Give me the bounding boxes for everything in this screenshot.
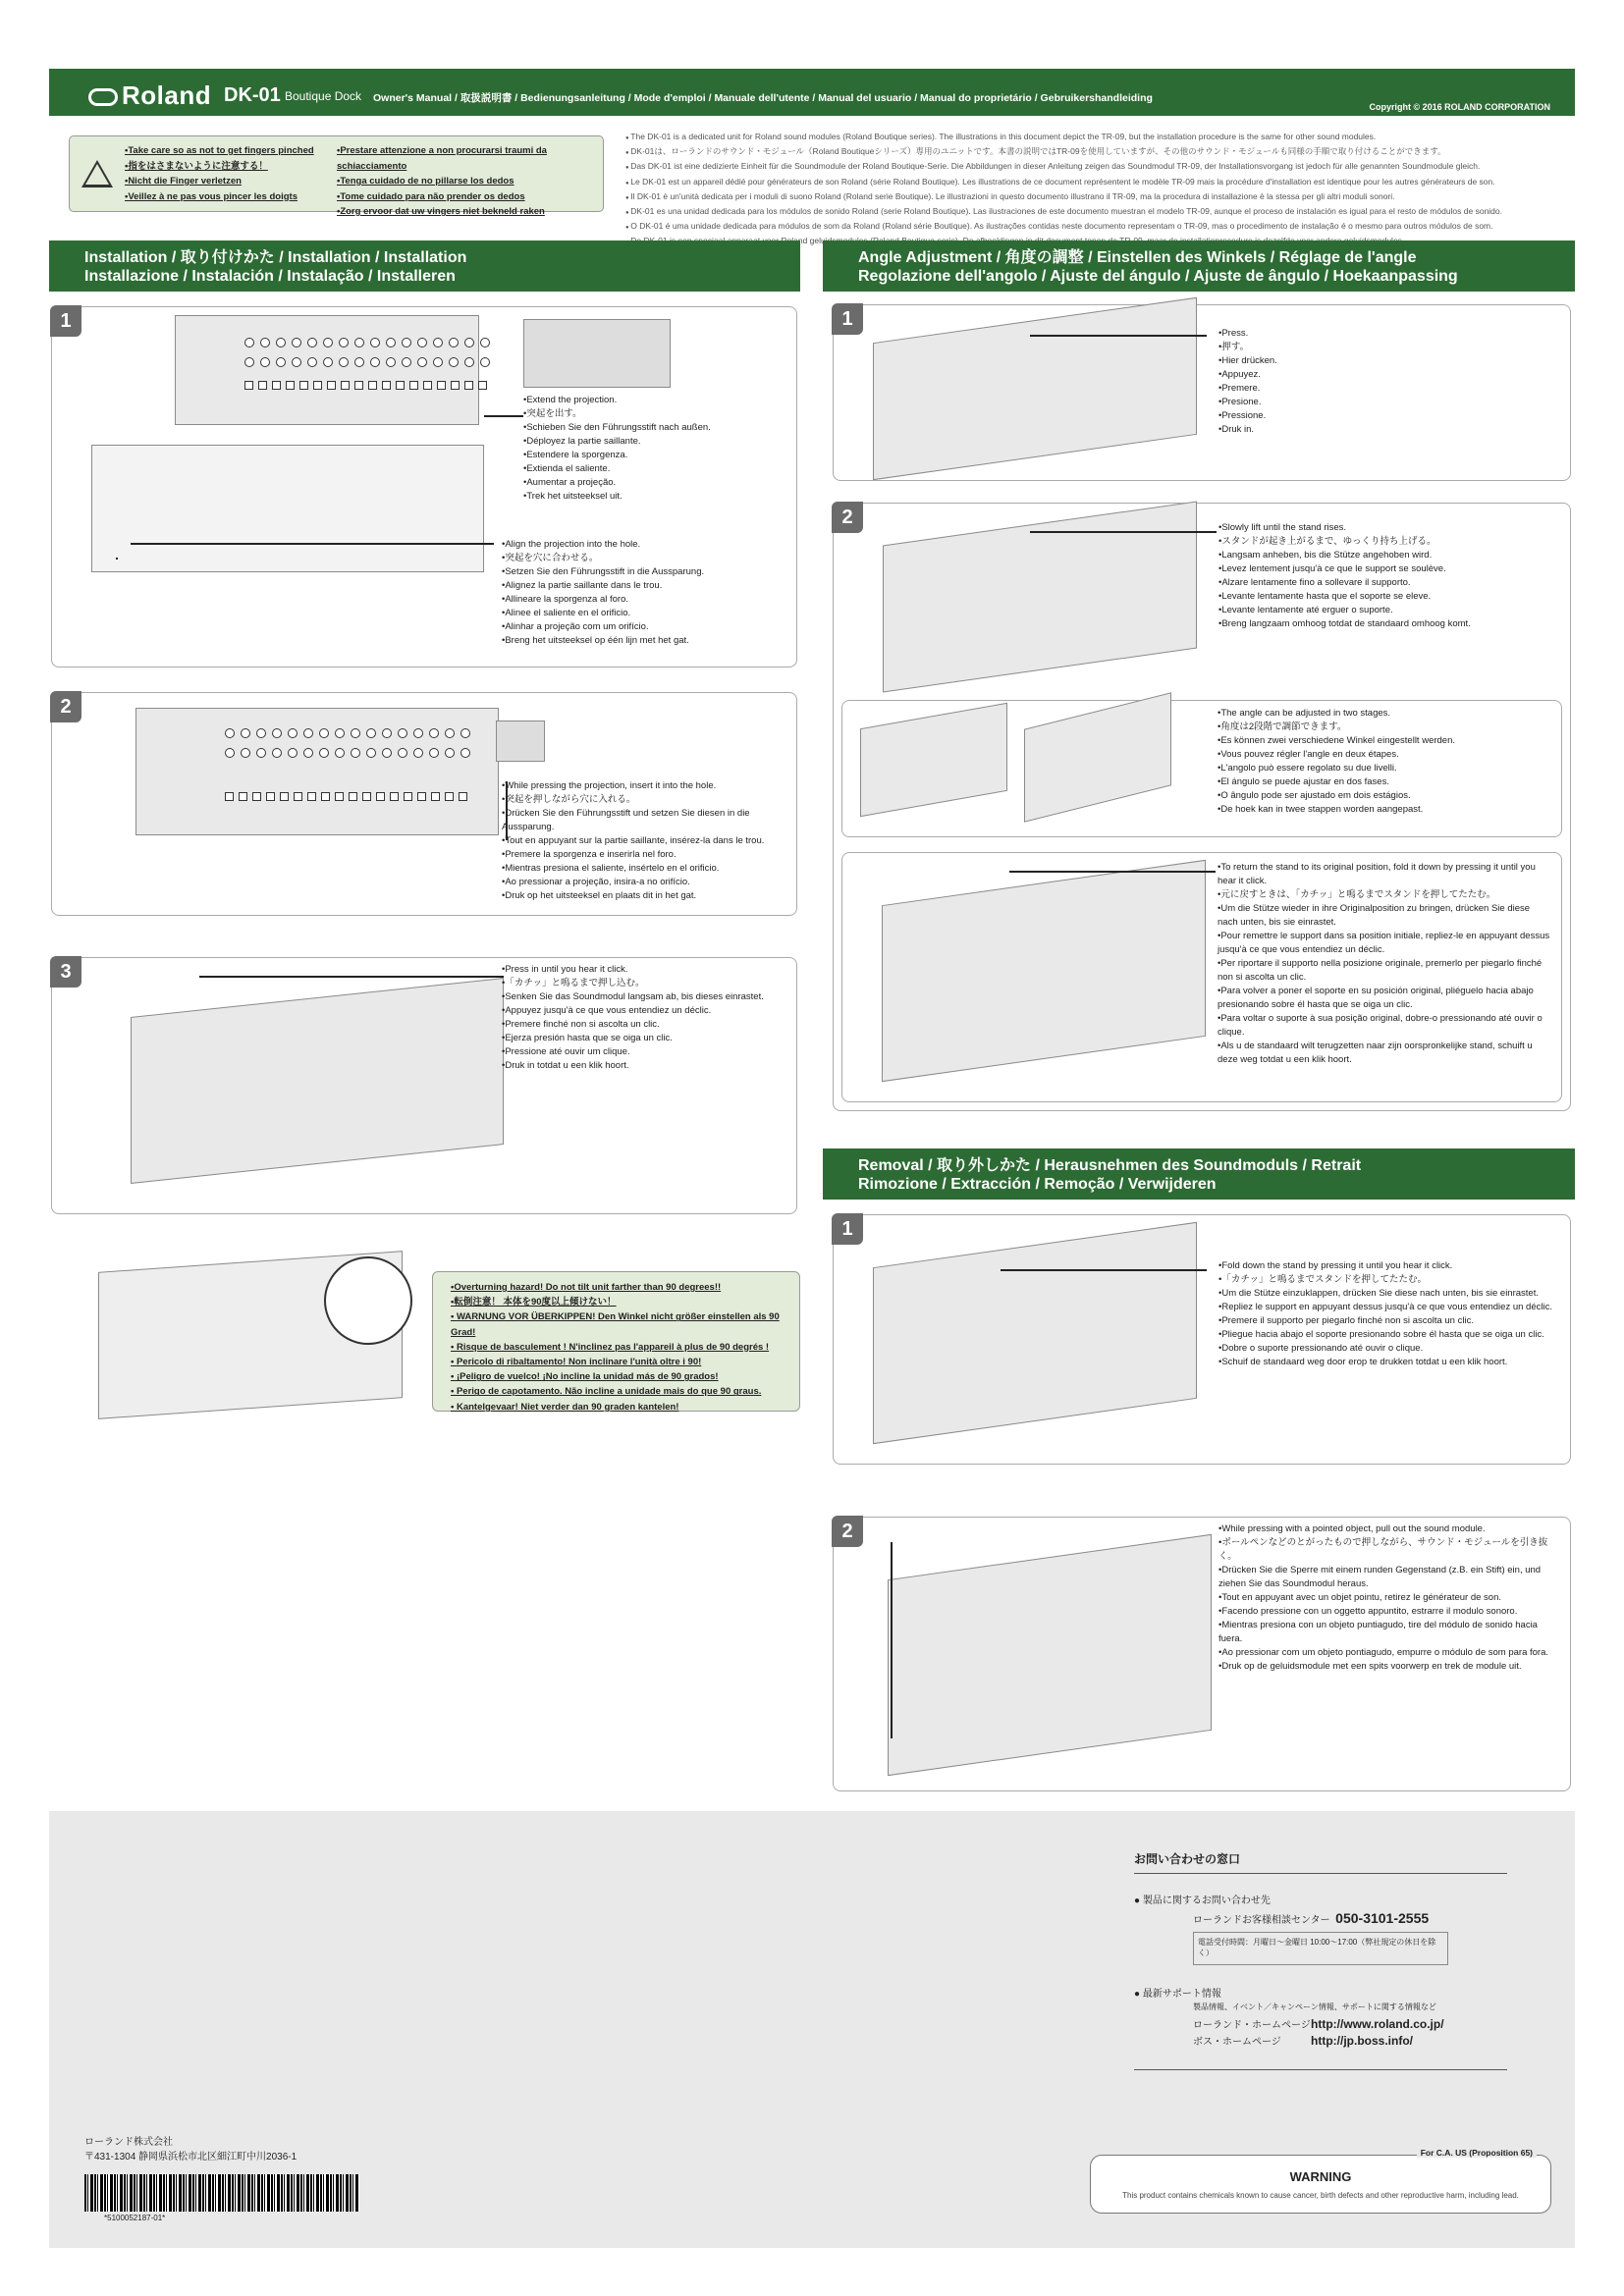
overturn-warning-box: [432, 1271, 800, 1412]
angle-step2-instructions: [1218, 521, 1562, 631]
warning-list: [451, 1280, 799, 1415]
step-number: 2: [832, 1516, 863, 1547]
instruction: • Alinee el saliente en el orificio.: [502, 607, 704, 620]
instruction: • 「カチッ」と鳴るまで押し込む。: [502, 977, 764, 990]
caution-text: •指をはさまないように注意する！: [125, 160, 268, 172]
instruction: • Alzare lentamente fino a sollevare il supporto.: [1218, 576, 1562, 590]
instruction: • Tout en appuyant sur la partie saillante, insérez-la dans le trou.: [502, 834, 791, 848]
caution-text: •Tome cuidado para não prender os dedos: [337, 190, 525, 202]
roland-home-label: ローランド・ホームページ: [1193, 2020, 1311, 2031]
warning-text: • Perigo de capotamento. Não incline a unidade mais do que 90 graus.: [451, 1386, 762, 1398]
note-item: ● DK-01 es una unidad dedicada para los módulos de sonido Roland (serie Roland Boutique). Las ilustraciones de este documento muestran el modelo TR-09, aunque el proceso de instalación es igual para el resto de módulos de sonido.: [625, 205, 1568, 220]
instruction: • Per riportare il supporto nella posizione originale, premerlo per piegarlo finché non si ascolta un clic.: [1218, 957, 1551, 985]
instruction: • Fold down the stand by pressing it until you hear it click.: [1218, 1259, 1562, 1273]
instruction: • スタンドが起き上がるまで、ゆっくり持ち上げる。: [1218, 535, 1562, 549]
instruction: • Um die Stütze einzuklappen, drücken Sie diese nach unten, bis sie einrastet.: [1218, 1287, 1562, 1301]
support-desc: 製品情報、イベント／キャンペーン情報、サポートに関する情報など: [1193, 2002, 1436, 2011]
instruction: • Repliez le support en appuyant dessus jusqu'à ce que vous entendiez un déclic.: [1218, 1301, 1562, 1314]
step-number: 2: [50, 691, 81, 722]
intro-notes: [625, 131, 1568, 250]
caution-list-left: [125, 143, 314, 204]
instruction: • 「カチッ」と鳴るまでスタンドを押してたたむ。: [1218, 1273, 1562, 1287]
warning-text: •転倒注意！ 本体を90度以上傾けない！: [451, 1297, 617, 1308]
fold-stand-instructions: [1218, 861, 1551, 1067]
caution-text: •Tenga cuidado de no pillarse los dedos: [337, 176, 514, 187]
instruction: • Appuyez jusqu'à ce que vous entendiez un déclic.: [502, 1004, 764, 1018]
dock-illustration: [91, 445, 484, 572]
roland-url[interactable]: http://www.roland.co.jp/: [1311, 2017, 1444, 2031]
warning-text: • ¡Peligro de vuelco! ¡No incline la unidad más de 90 grados!: [451, 1371, 719, 1383]
support-center: ローランドお客様相談センター: [1193, 1915, 1330, 1926]
install-step-1: [51, 306, 797, 667]
note-item: ● Il DK-01 è un'unità dedicata per i moduli di suono Roland (Roland serie Boutique). Le illustrazioni in questo documento illustrano il TR-09, ma la procedura di installazione è la stessa per gli altri moduli sonori.: [625, 190, 1568, 205]
instruction: • 元に戻すときは、「カチッ」と鳴るまでスタンドを押してたたむ。: [1218, 888, 1551, 902]
roland-logo-icon: [88, 88, 118, 106]
instruction: • Align the projection into the hole.: [502, 538, 704, 552]
caution-text: •Nicht die Finger verletzen: [125, 176, 242, 187]
note-item: ● O DK-01 é uma unidade dedicada para módulos de som da Roland (Roland série Boutique). As ilustrações contidas neste documento representam o TR-09, mas o procedimento de instalação é o mesmo para outros módulos de som.: [625, 220, 1568, 235]
instruction: • Pressione.: [1218, 409, 1277, 423]
instruction: • De hoek kan in twee stappen worden aangepast.: [1218, 803, 1455, 817]
installation-header: [49, 240, 800, 292]
boss-home-label: ボス・ホームページ: [1193, 2037, 1281, 2048]
caution-text: •Veillez à ne pas vous pincer les doigts: [125, 190, 298, 202]
boss-url[interactable]: http://jp.boss.info/: [1311, 2034, 1413, 2048]
removal-step1-instructions: [1218, 1259, 1562, 1369]
instruction: • Als u de standaard wilt terugzetten naar zijn oorspronkelijke stand, schuift u deze weg totdat u een klik hoort.: [1218, 1040, 1551, 1067]
contact-line: ● 製品に関するお問い合わせ先: [1134, 1896, 1271, 1906]
step1-instructions-a: [523, 394, 711, 504]
section-title: Rimozione / Extracción / Remoção / Verwijderen: [858, 1176, 1217, 1193]
step1-instructions-b: [502, 538, 704, 648]
projection-press-illustration: [496, 721, 545, 762]
instruction: • Alignez la partie saillante dans le trou.: [502, 579, 704, 593]
instruction: • Levante lentamente até erguer o suporte.: [1218, 604, 1562, 617]
install-step-3: [51, 957, 797, 1214]
instruction: • Déployez la partie saillante.: [523, 435, 711, 449]
step2-instructions: [502, 779, 791, 903]
removal-step-1: [833, 1214, 1571, 1465]
instruction: • 突起を出す。: [523, 407, 711, 421]
step-number: 1: [832, 1213, 863, 1245]
pinch-caution-box: [69, 135, 604, 217]
removal-step-2: [833, 1517, 1571, 1791]
step-number: 2: [832, 502, 863, 533]
instruction: • Press.: [1218, 327, 1277, 341]
removal-step2-instructions: [1218, 1522, 1562, 1674]
instruction: • Trek het uitsteeksel uit.: [523, 490, 711, 504]
section-title: Installazione / Instalación / Instalação / Installeren: [84, 268, 456, 285]
instruction: • Slowly lift until the stand rises.: [1218, 521, 1562, 535]
instruction: • Druk op het uitsteeksel en plaats dit in het gat.: [502, 889, 791, 903]
instruction: • While pressing the projection, insert it into the hole.: [502, 779, 791, 793]
note-item: ● DK-01は、ローランドのサウンド・モジュール（Roland Boutiqueシリーズ）専用のユニットです。本書の説明ではTR-09を使用していますが、その他のサウンド・モジュールも同様の手順で取り付けることができます。: [625, 145, 1568, 160]
stage-one-illustration: [860, 703, 1007, 817]
instruction: • Levez lentement jusqu'à ce que le support se soulève.: [1218, 562, 1562, 576]
instruction: • Para volver a poner el soporte en su posición original, pliéguelo hacia abajo presionando sobre él hasta que se oiga un clic.: [1218, 985, 1551, 1012]
prop65-tag: For C.A. US (Proposition 65): [1417, 2148, 1537, 2158]
step-number: 1: [832, 303, 863, 335]
instruction: • Pliegue hacia abajo el soporte presionando sobre él hasta que se oiga un clic.: [1218, 1328, 1562, 1342]
instruction: • Schuif de standaard weg door erop te drukken totdat u een klik hoort.: [1218, 1356, 1562, 1369]
instruction: • Mientras presiona con un objeto puntiagudo, tire del módulo de sonido hacia fuera.: [1218, 1619, 1562, 1646]
note-item: ● Das DK-01 ist eine dedizierte Einheit für die Soundmodule der Roland Boutique-Serie. Die Abbildungen in dieser Anleitung zeigen das Soundmodul TR-09, der Installationsvorgang ist jedoch für alle genannten Soundmodule gleich.: [625, 160, 1568, 175]
instruction: • Aumentar a projeção.: [523, 476, 711, 490]
instruction: • Alinhar a projeção com um orifício.: [502, 620, 704, 634]
corp-name: ローランド株式会社: [84, 2137, 173, 2148]
brand-name: Roland: [122, 80, 212, 110]
instruction: • Dobre o suporte pressionando até ouvir o clique.: [1218, 1342, 1562, 1356]
instruction: • 突起を押しながら穴に入れる。: [502, 793, 791, 807]
warning-text: • Risque de basculement ! N'inclinez pas l'appareil à plus de 90 degrés !: [451, 1341, 770, 1353]
instruction: • Premere il supporto per piegarlo finché non si ascolta un clic.: [1218, 1314, 1562, 1328]
warning-triangle-icon: [81, 160, 113, 187]
instruction: • Para voltar o suporte à sua posição original, dobre-o pressionando até ouvir o clique.: [1218, 1012, 1551, 1040]
prop65-title: WARNING: [1289, 2169, 1352, 2184]
instruction: • Premere la sporgenza e inserirla nel foro.: [502, 848, 791, 862]
instruction: • 角度は2段階で調節できます。: [1218, 721, 1455, 734]
barcode-number: *5100052187-01*: [104, 2214, 166, 2222]
instruction: • 突起を穴に合わせる。: [502, 552, 704, 565]
instruction: • Presione.: [1218, 396, 1277, 409]
instruction: • 押す。: [1218, 341, 1277, 354]
roland-logo: [88, 80, 211, 111]
instruction: • Appuyez.: [1218, 368, 1277, 382]
instruction: • O ângulo pode ser ajustado em dois estágios.: [1218, 789, 1455, 803]
warning-text: • Kantelgevaar! Niet verder dan 90 graden kantelen!: [451, 1401, 679, 1413]
caution-list-right: [337, 143, 603, 220]
model-name: DK-01: [224, 84, 281, 106]
caution-text: •Prestare attenzione a non procurarsi traumi da schiacciamento: [337, 145, 547, 172]
instruction: • L'angolo può essere regolato su due livelli.: [1218, 762, 1455, 775]
stage-two-illustration: [1024, 692, 1171, 822]
instruction: • Drücken Sie die Sperre mit einem runden Gegenstand (z.B. ein Stift) ein, und ziehen Sie das Soundmodul heraus.: [1218, 1564, 1562, 1591]
footer: [49, 1811, 1575, 2248]
prop65-body: This product contains chemicals known to cause cancer, birth defects and other reproductive harm, including lead.: [1122, 2191, 1519, 2200]
instruction: • Facendo pressione con un oggetto appuntito, estrarre il modulo sonoro.: [1218, 1605, 1562, 1619]
instruction: • Es können zwei verschiedene Winkel eingestellt werden.: [1218, 734, 1455, 748]
pull-out-illustration: [888, 1534, 1212, 1776]
instruction: • Tout en appuyant avec un objet pointu, retirez le générateur de son.: [1218, 1591, 1562, 1605]
instruction: • Press in until you hear it click.: [502, 963, 764, 977]
instruction: • Extend the projection.: [523, 394, 711, 407]
sound-module-side-illustration: [135, 708, 499, 835]
instruction: • Pour remettre le support dans sa position initiale, repliez-le en appuyant dessus jusqu'à ce que vous entendiez un déclic.: [1218, 930, 1551, 957]
caution-text: •Zorg ervoor dat uw vingers niet bekneld raken: [337, 206, 545, 217]
instruction: • Langsam anheben, bis die Stütze angehoben wird.: [1218, 549, 1562, 562]
warning-text: • Pericolo di ribaltamento! Non inclinare l'unità oltre i 90!: [451, 1357, 702, 1368]
header-bar: [49, 69, 1575, 116]
fold-stand-illustration: [882, 860, 1206, 1082]
instruction: • Pressione até ouvir um clique.: [502, 1045, 764, 1059]
barcode: [84, 2174, 359, 2212]
phone-number: 050-3101-2555: [1335, 1910, 1430, 1926]
note-item: ● The DK-01 is a dedicated unit for Roland sound modules (Roland Boutique series). The illustrations in this document depict the TR-09, but the installation procedure is the same for other sound modules.: [625, 131, 1568, 145]
angle-header: [823, 240, 1575, 292]
instruction: • Um die Stütze wieder in ihre Originalposition zu bringen, drücken Sie diese nach unten, bis sie einrastet.: [1218, 902, 1551, 930]
caution-text: •Take care so as not to get fingers pinched: [125, 145, 314, 156]
angle-step-2: [833, 503, 1571, 1111]
projection-detail-illustration: [523, 319, 671, 388]
note-item: ● Le DK-01 est un appareil dédié pour générateurs de son Roland (série Roland Boutique). Les illustrations de ce document représentent le modèle TR-09 mais la procédure d'installation est identique pour les autres générateurs de son.: [625, 176, 1568, 190]
warning-text: • WARNUNG VOR ÜBERKIPPEN! Den Winkel nicht größer einstellen als 90 Grad!: [451, 1311, 780, 1338]
tilt-detail-circle: [324, 1256, 412, 1345]
product-subtitle: Boutique Dock: [285, 89, 362, 103]
angle-stage-instructions: [1218, 707, 1455, 817]
step-number: 3: [50, 956, 81, 988]
instruction: • Levante lentamente hasta que el soporte se eleve.: [1218, 590, 1562, 604]
fold-down-illustration: [873, 1222, 1197, 1444]
press-stand-illustration: [873, 297, 1197, 480]
step3-instructions: [502, 963, 764, 1073]
instruction: • ボールペンなどのとがったもので押しながら、サウンド・モジュールを引き抜く。: [1218, 1536, 1562, 1564]
angle-step1-instructions: [1218, 327, 1277, 437]
fold-stand-panel: [841, 852, 1562, 1102]
instruction: • Vous pouvez régler l'angle en deux étapes.: [1218, 748, 1455, 762]
section-title: Regolazione dell'angolo / Ajuste del ángulo / Ajuste de ângulo / Hoekaanpassing: [858, 268, 1458, 285]
warning-text: •Overturning hazard! Do not tilt unit farther than 90 degrees!!: [451, 1282, 722, 1293]
angle-step-1: [833, 304, 1571, 481]
instruction: • Schieben Sie den Führungsstift nach außen.: [523, 421, 711, 435]
copyright: Copyright © 2016 ROLAND CORPORATION: [1369, 102, 1550, 112]
step-number: 1: [50, 305, 81, 337]
contact-title: お問い合わせの窓口: [1134, 1850, 1507, 1874]
support-title: ● 最新サポート情報: [1134, 1989, 1221, 2000]
instruction: • To return the stand to its original position, fold it down by pressing it until you hear it click.: [1218, 861, 1551, 888]
instruction: • Extienda el saliente.: [523, 462, 711, 476]
instruction: • Estendere la sporgenza.: [523, 449, 711, 462]
section-title: Angle Adjustment / 角度の調整 / Einstellen des Winkels / Réglage de l'angle: [858, 249, 1417, 266]
instruction: • Allineare la sporgenza al foro.: [502, 593, 704, 607]
instruction: • Ejerza presión hasta que se oiga un clic.: [502, 1032, 764, 1045]
instruction: • The angle can be adjusted in two stages.: [1218, 707, 1455, 721]
instruction: • Druk in.: [1218, 423, 1277, 437]
instruction: • Premere.: [1218, 382, 1277, 396]
instruction: • While pressing with a pointed object, pull out the sound module.: [1218, 1522, 1562, 1536]
corp-address: 〒431-1304 静岡県浜松市北区細江町中川2036-1: [84, 2152, 298, 2163]
hours-box: 電話受付時間：月曜日～金曜日 10:00～17:00（弊社規定の休日を除く）: [1193, 1932, 1448, 1965]
section-title: Installation / 取り付けかた / Installation / Installation: [84, 249, 467, 266]
instruction: • Mientras presiona el saliente, insértelo en el orificio.: [502, 862, 791, 876]
instruction: • Druk op de geluidsmodule met een spits voorwerp en trek de module uit.: [1218, 1660, 1562, 1674]
instruction: • Senken Sie das Soundmodul langsam ab, bis dieses einrastet.: [502, 990, 764, 1004]
contact-info: [1134, 1850, 1507, 2070]
install-step-2: [51, 692, 797, 916]
instruction: • El ángulo se puede ajustar en dos fases.: [1218, 775, 1455, 789]
instruction: • Ao pressionar a projeção, insira-a no orifício.: [502, 876, 791, 889]
angle-stages-panel: [841, 700, 1562, 837]
instruction: • Setzen Sie den Führungsstift in die Aussparung.: [502, 565, 704, 579]
prop65-warning: [1090, 2148, 1551, 2214]
instruction: • Hier drücken.: [1218, 354, 1277, 368]
instruction: • Drücken Sie den Führungsstift und setzen Sie diesen in die Aussparung.: [502, 807, 791, 834]
removal-header: [823, 1148, 1575, 1200]
lift-stand-illustration: [883, 502, 1197, 693]
instruction: • Ao pressionar com um objeto pontiagudo, empurre o módulo de som para fora.: [1218, 1646, 1562, 1660]
manual-titles: Owner's Manual / 取扱説明書 / Bedienungsanleitung / Mode d'emploi / Manuale dell'utente / Manual del usuario / Manual do proprietário / Gebruikershandleiding: [373, 92, 1153, 104]
instruction: • Breng langzaam omhoog totdat de standaard omhoog komt.: [1218, 617, 1562, 631]
corporate-info: [84, 2135, 297, 2164]
sound-module-illustration: [175, 315, 479, 425]
press-in-illustration: [131, 978, 504, 1184]
instruction: • Breng het uitsteeksel op één lijn met het gat.: [502, 634, 704, 648]
instruction: • Premere finché non si ascolta un clic.: [502, 1018, 764, 1032]
section-title: Removal / 取り外しかた / Herausnehmen des Soundmoduls / Retrait: [858, 1157, 1362, 1174]
instruction: • Druk in totdat u een klik hoort.: [502, 1059, 764, 1073]
